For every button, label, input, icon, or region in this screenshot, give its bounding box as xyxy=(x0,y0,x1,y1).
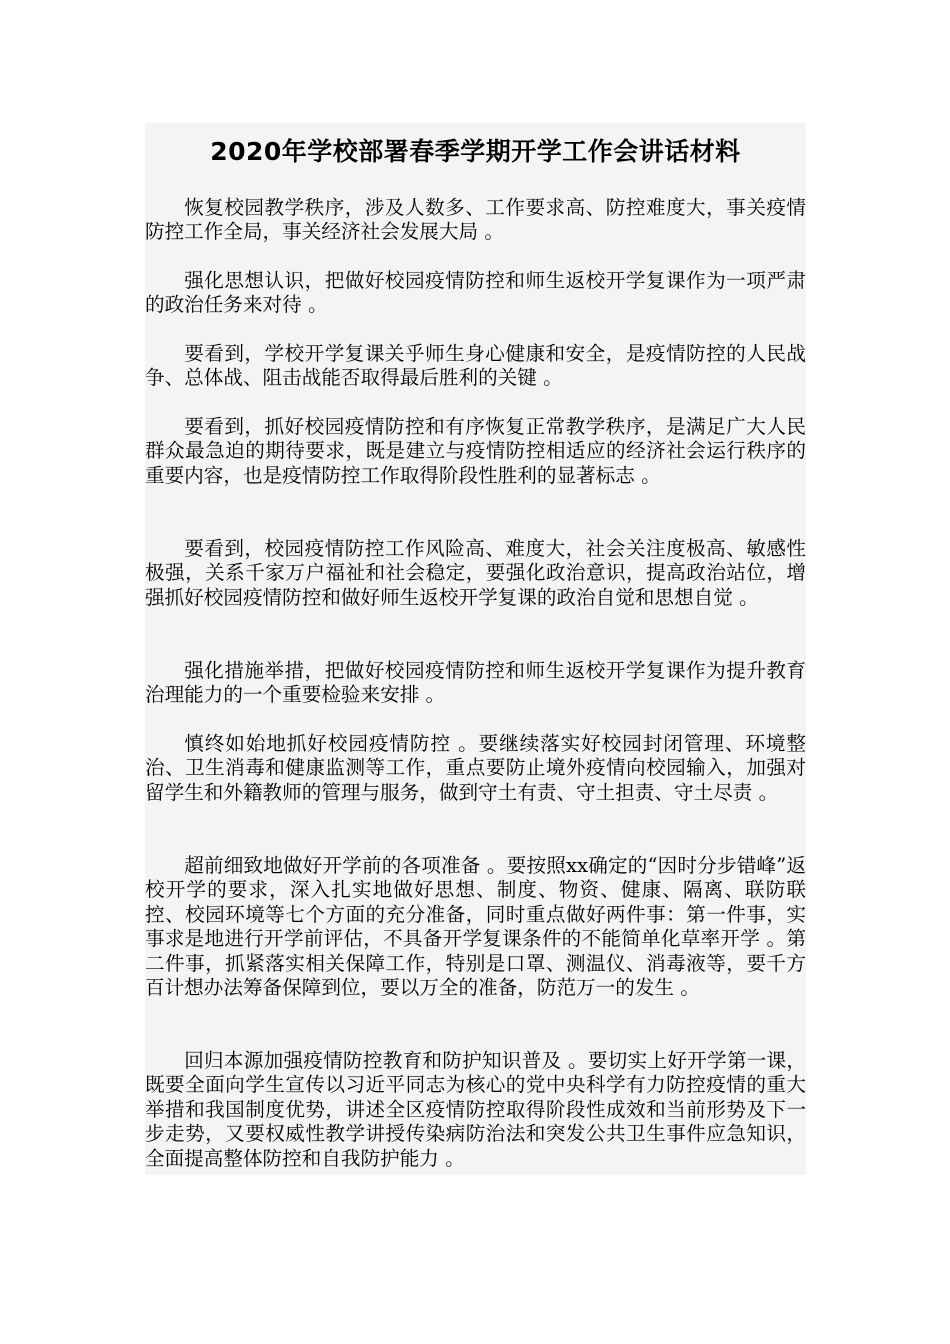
paragraph-6: 强化措施举措，把做好校园疫情防控和师生返校开学复课作为提升教育治理能力的一个重要检验来安排 。 xyxy=(145,659,806,707)
paragraph-7: 慎终如始地抓好校园疫情防控 。要继续落实好校园封闭管理、环境整治、卫生消毒和健康监测等工作，重点要防止境外疫情向校园输入，加强对留学生和外籍教师的管理与服务，做到守土有责、守土担责、守土尽责 。 xyxy=(145,732,806,804)
document-title: 2020年学校部署春季学期开学工作会讲话材料 xyxy=(210,137,741,166)
paragraph-3: 要看到，学校开学复课关乎师生身心健康和安全，是疫情防控的人民战争、总体战、阻击战能否取得最后胜利的关键 。 xyxy=(145,342,806,390)
paragraph-2: 强化思想认识，把做好校园疫情防控和师生返校开学复课作为一项严肃的政治任务来对待 。 xyxy=(145,269,806,317)
paragraph-9: 回归本源加强疫情防控教育和防护知识普及 。要切实上好开学第一课，既要全面向学生宣传以习近平同志为核心的党中央科学有力防控疫情的重大举措和我国制度优势，讲述全区疫情防控取得阶段性成效和当前形势及下一步走势，又要权威性教学讲授传染病防治法和突发公共卫生事件应急知识，全面提高整体防控和自我防护能力 。 xyxy=(145,1049,806,1170)
paragraph-1: 恢复校园教学秩序，涉及人数多、工作要求高、防控难度大，事关疫情防控工作全局，事关经济社会发展大局 。 xyxy=(145,196,806,244)
document-page xyxy=(145,123,806,1175)
paragraph-5: 要看到，校园疫情防控工作风险高、难度大，社会关注度极高、敏感性极强，关系千家万户福祉和社会稳定，要强化政治意识，提高政治站位，增强抓好校园疫情防控和做好师生返校开学复课的政治自觉和思想自觉 。 xyxy=(145,537,806,609)
paragraph-4: 要看到，抓好校园疫情防控和有序恢复正常教学秩序，是满足广大人民群众最急迫的期待要求，既是建立与疫情防控相适应的经济社会运行秩序的重要内容，也是疫情防控工作取得阶段性胜利的显著标志 。 xyxy=(145,415,806,487)
paragraph-8: 超前细致地做好开学前的各项准备 。要按照xx确定的“因时分步错峰”返校开学的要求，深入扎实地做好思想、制度、物资、健康、隔离、联防联控、校园环境等七个方面的充分准备，同时重点做好两件事：第一件事，实事求是地进行开学前评估，不具备开学复课条件的不能简单化草率开学 。第二件事，抓紧落实相关保障工作，特别是口罩、测温仪、消毒液等，要千方百计想办法筹备保障到位，要以万全的准备，防范万一的发生 。 xyxy=(145,854,806,1000)
